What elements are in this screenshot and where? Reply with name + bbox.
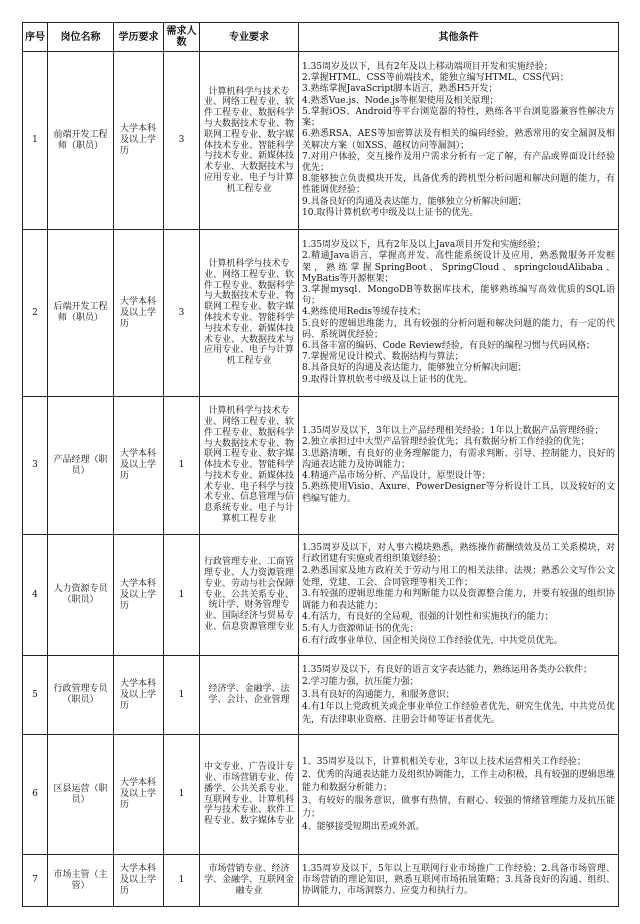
condition-item: 9.具备良好的沟通及表达能力，能够独立分析解决问题；	[302, 196, 527, 207]
position-name: 行政管理专员（职员）	[48, 656, 114, 735]
other-conditions	[299, 535, 619, 656]
headcount: 1	[164, 397, 200, 535]
condition-item: 6.熟悉RSA、AES等加密算法及有相关的编码经验，熟悉常用的安全漏洞及相关解决方案（如XSS、越权访问等漏洞）；	[302, 129, 615, 151]
row-index: 1	[23, 52, 48, 230]
education-requirement: 大学本科及以上学历	[114, 735, 164, 855]
condition-item: 5.良好的逻辑思维能力，具有较强的分析问题和解决问题的能力，有一定的代码、系统调优经验；	[302, 318, 615, 340]
condition-item: 3.具备良好的沟通、组织、协调能力，市场洞察力、应变力和执行力。	[302, 874, 615, 897]
condition-item: 4.有活力，有良好的全局观，很强的计划性和实施执行的能力；	[302, 612, 554, 623]
other-conditions	[299, 230, 619, 397]
condition-item: 7.掌握常见设计模式、数据结构与算法；	[302, 352, 464, 363]
condition-item: 2.熟悉国家及地方政府关于劳动与用工的相关法律、法规；熟悉公文写作公文处理，党建、工会、合同管理等相关工作；	[302, 566, 615, 588]
table-row	[23, 656, 619, 735]
condition-item: 1.35周岁及以下，3年以上产品经理相关经验；1年以上数据产品管理经验；	[302, 426, 604, 437]
headcount: 1	[164, 735, 200, 855]
condition-item: 5.有人力资源师证书的优先；	[302, 623, 419, 634]
headcount: 1	[164, 535, 200, 656]
table-row	[23, 735, 619, 855]
header-education: 学历要求	[114, 23, 164, 52]
education-requirement: 大学本科及以上学历	[114, 535, 164, 656]
condition-item: 8.具备良好的沟通及表达能力，能够独立分析解决问题；	[302, 363, 527, 374]
position-name: 人力资源专员（职员）	[48, 535, 114, 656]
row-index: 6	[23, 735, 48, 855]
headcount: 1	[164, 855, 200, 907]
condition-item: 6.有行政事业单位、国企相关岗位工作经验优先，中共党员优先。	[302, 635, 563, 646]
recruitment-table	[22, 22, 619, 907]
headcount: 1	[164, 656, 200, 735]
major-requirement: 中文专业、广告设计专业、市场营销专业、传播学、公共关系专业、互联网专业、计算机科学与技术专业、软件工程专业、数字媒体专业	[200, 735, 299, 855]
header-position: 岗位名称	[48, 23, 114, 52]
condition-item: 3.具有良好的沟通能力，和服务意识；	[302, 689, 455, 700]
table-header-row	[23, 23, 619, 52]
position-name: 区县运营（职员）	[48, 735, 114, 855]
education-requirement: 大学本科及以上学历	[114, 855, 164, 907]
condition-item: 8.能够独立负责模块开发，具备优秀的跨机型分析问题和解决问题的能力，有性能调优经验；	[302, 174, 615, 196]
position-name: 市场主管（主管）	[48, 855, 114, 907]
other-conditions	[299, 397, 619, 535]
row-index: 3	[23, 397, 48, 535]
condition-item: 5.掌握iOS、Android等平台浏览器的特性，熟练各平台浏览器兼容性解决方案；	[302, 106, 615, 129]
table-row	[23, 230, 619, 397]
position-name: 产品经理（职员）	[48, 397, 114, 535]
condition-item: 2.精通Java语言，掌握高并发、高性能系统设计及应用，熟悉微服务开发框架，熟练掌握SpringBoot、SpringCloud、springcloudAlibaba、MyBatis等开源框架；	[302, 251, 615, 284]
condition-item: 4、能够接受短期出差或外派。	[302, 821, 425, 832]
education-requirement: 大学本科及以上学历	[114, 397, 164, 535]
condition-item: 3、有较好的服务意识，做事有热情，有耐心、较强的情绪管理能力及抗压能力；	[302, 795, 615, 819]
row-index: 2	[23, 230, 48, 397]
education-requirement: 大学本科及以上学历	[114, 52, 164, 230]
condition-item: 1.35周岁及以下，对人事六模块熟悉，熟练操作薪酬绩效及员工关系模块，对行政团建有实施或者组织策划经验；	[302, 542, 615, 565]
row-index: 4	[23, 535, 48, 656]
condition-item: 10.取得计算机软考中级及以上证书的优先。	[302, 207, 479, 218]
major-requirement: 市场营销专业、经济学、金融学、互联网金融专业	[200, 855, 299, 907]
table-row	[23, 855, 619, 907]
major-requirement: 行政管理专业、工商管理专业、人力资源管理专业、劳动与社会保障专业、公共关系专业、统计学、财务管理专业、国际经济与贸易专业、信息资源管理专业	[200, 535, 299, 656]
condition-item: 9.取得计算机软考中级及以上证书的优先。	[302, 374, 473, 385]
recruitment-table-sheet	[22, 22, 618, 907]
row-index: 7	[23, 855, 48, 907]
header-headcount: 需求人数	[164, 23, 200, 52]
condition-item: 3.掌握mysql、MongoDB等数据库技术，能够熟练编写高效优质的SQL语句；	[302, 284, 615, 307]
condition-item: 3.思路清晰，有良好的业务理解能力，有需求判断、引导、控制能力，良好的沟通表达能力及协调能力；	[302, 448, 615, 470]
condition-item: 1.35周岁及以下，有良好的语言文字表达能力，熟练运用各类办公软件；	[302, 664, 593, 675]
condition-item: 2.学习能力强，抗压能力强；	[302, 677, 419, 688]
condition-item: 4.熟悉Vue.js、Node.js等框架使用及相关原理；	[302, 95, 499, 106]
table-row	[23, 535, 619, 656]
header-major: 专业要求	[200, 23, 299, 52]
condition-item: 3.有较强的逻辑思维能力和判断能力以及资源整合能力，并要有较强的组织协调能力和表达能力；	[302, 589, 615, 611]
condition-item: 3.熟练掌握JavaScript脚本语言，熟悉H5开发；	[302, 84, 498, 95]
major-requirement: 计算机科学与技术专业、网络工程专业、软件工程专业、数据科学与大数据技术专业、物联网工程专业、数字媒体技术专业、智能科学与技术专业、新媒体技术专业、电子科学与技术专业、信息管理与信息系统专业、电子与计算机工程专业	[200, 397, 299, 535]
other-conditions	[299, 855, 619, 907]
row-index: 5	[23, 656, 48, 735]
position-name: 后端开发工程师（职员）	[48, 230, 114, 397]
condition-item: 2.掌握HTML、CSS等前端技术，能独立编写HTML、CSS代码；	[302, 73, 569, 84]
condition-item: 5.熟练使用Visio、Axure、PowerDesigner等分析设计工具，以及较好的文档编写能力。	[302, 482, 615, 504]
other-conditions	[299, 656, 619, 735]
condition-item: 4.熟练使用Redis等缓存技术；	[302, 307, 426, 318]
condition-item: 2.独立承担过中大型产品管理经验优先；具有数据分析工作经验的优先；	[302, 437, 590, 448]
condition-item: 1.35周岁及以下，5年以上互联网行业市场推广工作经验；	[302, 863, 542, 874]
major-requirement: 计算机科学与技术专业、网络工程专业、软件工程专业、数据科学与大数据技术专业、物联网工程专业、数字媒体技术专业、智能科学与技术专业、新媒体技术专业、大数据技术与应用专业、电子与计算机工程专业	[200, 230, 299, 397]
condition-item: 1.35周岁及以下，具有2年及以上移动端项目开发和实施经验；	[302, 62, 553, 73]
position-name: 前端开发工程师（职员）	[48, 52, 114, 230]
header-index: 序号	[23, 23, 48, 52]
table-row	[23, 52, 619, 230]
header-conditions: 其他条件	[299, 23, 619, 52]
condition-item: 6.具备丰富的编码、Code Review经验，有良好的编程习惯与代码风格；	[302, 341, 595, 351]
headcount: 3	[164, 230, 200, 397]
condition-item: 7.对用户体验，交互操作及用户需求分析有一定了解，有产品或界面设计经验优先；	[302, 151, 615, 173]
education-requirement: 大学本科及以上学历	[114, 230, 164, 397]
table-row	[23, 397, 619, 535]
condition-item: 1、35周岁及以下，计算机相关专业，3年以上技术运营相关工作经验；	[302, 756, 586, 767]
condition-item: 2、优秀的沟通表达能力及组织协调能力，工作主动积极，具有较强的逻辑思维能力和数据分析能力；	[302, 769, 615, 793]
condition-item: 4.有1年以上党政机关或企事业单位工作经验者优先，研究生优先，中共党员优先，有法律职业资格、注册会计师等证书者优先。	[302, 702, 615, 725]
other-conditions	[299, 735, 619, 855]
major-requirement: 经济学、金融学、法学、会计、企业管理	[200, 656, 299, 735]
condition-item: 2.具备市场管理、市场营销的理论知识，熟悉互联网市场拓展策略；	[302, 863, 615, 885]
headcount: 3	[164, 52, 200, 230]
condition-item: 4.精通产品市场分析、产品设计，原型设计等；	[302, 471, 491, 482]
education-requirement: 大学本科及以上学历	[114, 656, 164, 735]
other-conditions	[299, 52, 619, 230]
condition-item: 1.35周岁及以下，具有2年及以上Java项目开发和实施经验；	[302, 240, 546, 251]
major-requirement: 计算机科学与技术专业、网络工程专业、软件工程专业、数据科学与大数据技术专业、物联网工程专业、数字媒体技术专业、智能科学与技术专业、新媒体技术专业、大数据技术与应用专业、电子与计算机工程专业	[200, 52, 299, 230]
